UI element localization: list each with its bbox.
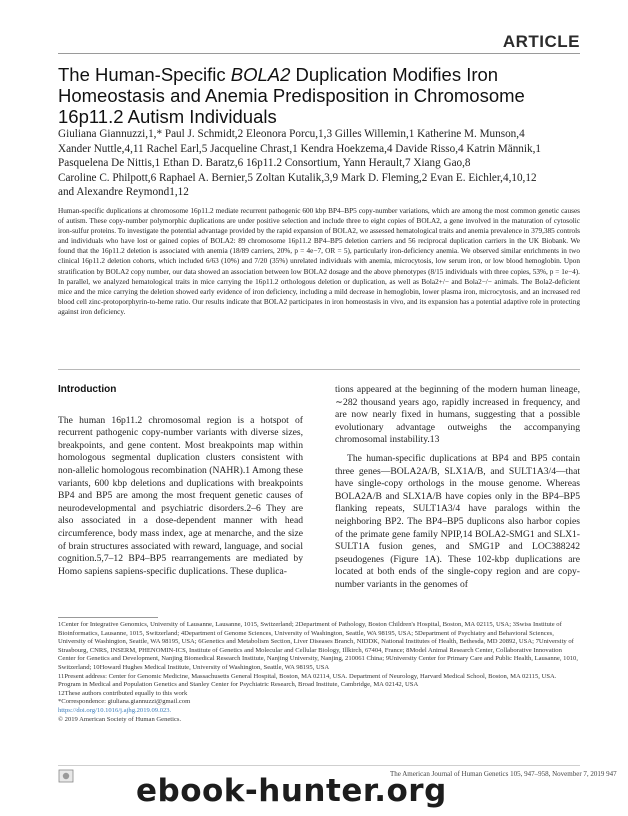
author-line: Caroline C. Philpott,6 Raphael A. Bernier,5 Zoltan Kutalik,3,9 Mark D. Fleming,2 Evan E. Eichler,4,10,12 [58,171,537,184]
running-footer: The American Journal of Human Genetics 105, 947–958, November 7, 2019 947 [390,770,617,778]
author-line: Xander Nuttle,4,11 Rachel Earl,5 Jacqueline Chrast,1 Kendra Hoekzema,4 Davide Risso,4 Katrin Männik,1 [58,142,541,155]
doi-link[interactable]: https://doi.org/10.1016/j.ajhg.2019.09.023. [58,706,172,714]
author-line: and Alexandre Reymond1,12 [58,186,189,199]
title-part-2: Duplication Modifies Iron Homeostasis and Anemia Predisposition in Chromosome 16p11.2 Autism Individuals [58,64,525,127]
copyright-note: © 2019 American Society of Human Genetics. [58,715,182,723]
present-address-note: 11Present address: Center for Genomic Medicine, Massachusetts General Hospital, Boston, MA 02114, USA. Department of Neurology, Harvard Medical School, Boston, MA 02115, USA. Program in Medical and Population Genetics and Stanley Center for Psychiatric Research, Broad Institute, Cambridge, MA 02142, USA [58,672,557,689]
author-list [58,127,580,200]
header-divider [58,53,580,54]
watermark-text: ebook-hunter.org [136,773,447,809]
body-column-left [58,384,303,578]
intro-paragraph-1-continued: tions appeared at the beginning of the modern human lineage, ∼282 thousand years ago, rapidly increased in frequency, and are now nearly fixed in humans, suggesting that a possible evolutionary advantage outweighs the accompanying chromosomal instability.13 [335,384,580,446]
abstract-divider [58,369,580,370]
intro-paragraph-2: The human-specific duplications at BP4 and BP5 contain three genes—BOLA2A/B, SLX1A/B, and SULT1A3/4—that have single-copy orthologs in the mouse genome. Whereas BOLA2A/B and SLX1A/B have copies only in the BP4–BP5 flanking repeats, SULT1A3/4 have paralogs within the neighboring BP2. The BP4–BP5 duplicons also harbor copies of the primate gene family NPIP,14 BOLA2-SMG1 and SLX1-SULT1A fusion genes, and SMG1P and LOC388242 pseudogenes (Figure 1A). These 102-kbp duplications are located at both ends of the single-copy region and are copy-number variants in the genomes of [335,452,580,590]
footer-divider [58,765,580,766]
equal-contribution-note: 12These authors contributed equally to this work [58,689,188,697]
author-line: Pasquelena De Nittis,1 Ethan D. Baratz,6 16p11.2 Consortium, Yann Herault,7 Xiang Gao,8 [58,157,471,170]
author-line: Giuliana Giannuzzi,1,* Paul J. Schmidt,2 Eleonora Porcu,1,3 Gilles Willemin,1 Katherine M. Munson,4 [58,128,525,140]
affiliations-footnotes [58,621,580,724]
section-heading-introduction: Introduction [58,384,117,395]
title-part-1: The Human-Specific [58,64,231,85]
article-title [58,64,580,127]
body-column-right [335,384,580,592]
affiliation-list: 1Center for Integrative Genomics, University of Lausanne, Lausanne, 1015, Switzerland; 2Department of Pathology, Boston Children's Hospital, Boston, MA 02115, USA; 3Swiss Institute of Bioinformatics, Lausanne, 1015, Switzerland; 4Department of Genome Sciences, University of Washington, Seattle, WA 98195, USA; 5Department of Psychiatry and Behavioral Sciences, University of Washington, Seattle, WA 98195, USA; 6Genetics and Metabolism Section, Liver Diseases Branch, NIDDK, National Institutes of Health, Bethesda, MD 20892, USA; 7University of Strasbourg, CNRS, INSERM, PHENOMIN-ICS, Institute of Genetics and Molecular and Cellular Biology, Illkirch, 67404, France; 8Model Animal Research Center, Collaborative Innovation Center for Genetics and Development, Nanjing Biomedical Research Institute, Nanjing University, Nanjing, 210061 China; 9University Center for Primary Care and Public Health, Lausanne, 1010, Switzerland; 10Howard Hughes Medical Institute, University of Washington, Seattle, WA 98195, USA [58,621,578,671]
journal-logo-icon [58,769,74,783]
footnote-divider [58,617,158,618]
article-type-label: ARTICLE [502,32,580,51]
abstract [58,206,580,317]
title-gene-name: BOLA2 [230,64,291,85]
abstract-text: Human-specific duplications at chromosome 16p11.2 mediate recurrent pathogenic 600 kbp BP4–BP5 copy-number variations, which are among the most common genetic causes of autism. These copy-number polymorphic duplications are under positive selection and include three to eight copies of BOLA2, a gene involved in the maturation of cytosolic iron-sulfur proteins. To investigate the potential advantage provided by the rapid expansion of BOLA2, we assessed hematological traits and anemia prevalence in 379,385 controls and individuals who have lost or gained copies of BOLA2: 89 chromosome 16p11.2 BP4–BP5 deletion carriers and 56 reciprocal duplication carriers in the UK Biobank. We found that the 16p11.2 deletion is associated with anemia (18/89 carriers, 20%, p = 4e−7, OR = 5), particularly iron-deficiency anemia. We observed similar enrichments in two clinical 16p11.2 deletion cohorts, which included 6/63 (10%) and 7/20 (35%) unrelated individuals with anemia, microcytosis, low serum iron, or low blood hemoglobin. Upon stratification by BOLA2 copy number, our data showed an association between low BOLA2 dosage and the above phenotypes (8/15 individuals with three copies, 53%, p = 1e−4). In parallel, we analyzed hematological traits in mice carrying the 16p11.2 orthologous deletion or duplication, as well as Bola2+/− and Bola2−/− animals. The Bola2-deficient mice and the mice carrying the deletion showed early evidence of iron deficiency, including a mild decrease in hemoglobin, lower plasma iron, microcytosis, and an increased red blood cell zinc-protoporphyrin-to-heme ratio. Our results indicate that BOLA2 participates in iron homeostasis in vivo, and its expansion has a potential adaptive role in protecting against iron deficiency. [58,207,580,316]
correspondence-note[interactable]: *Correspondence: giuliana.giannuzzi@gmail.com [58,698,191,706]
intro-paragraph-1: The human 16p11.2 chromosomal region is a hotspot of recurrent pathogenic copy-number variants with diverse sizes, breakpoints, and gene content. Most breakpoints map within homologous segmental duplication clusters consistent with non-allelic homologous recombination (NAHR).1 Among these variants, 600 kbp deletions and duplications with breakpoints BP4 and BP5 are among the most frequent genetic causes of neurodevelopmental and psychiatric disorders.2–6 They are also associated in a dose-dependent manner with head circumference, body mass index, age at menarche, and the size of brain structures associated with reward, language, and social cognition.5,7–12 BP4–BP5 rearrangements are mediated by Homo sapiens sapiens-specific duplications. These duplica- [58,414,303,577]
